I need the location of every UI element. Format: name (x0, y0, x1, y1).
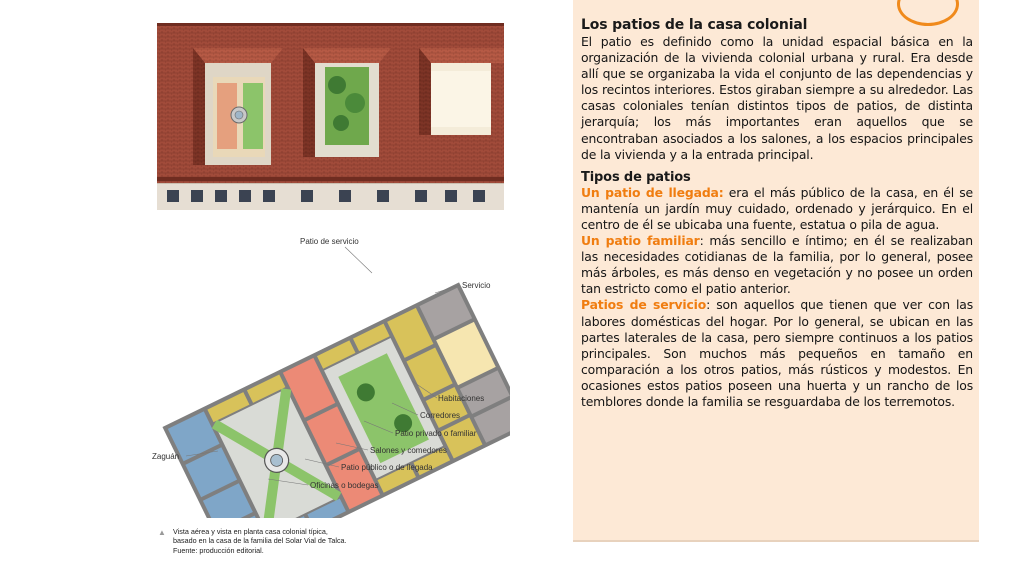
caption-triangle-icon: ▲ (158, 528, 166, 537)
desc-patio-familiar: : más sencillo e íntimo; en él se realizaban las necesidades cotidianas de la familia, por lo general, posee más árboles, es más denso en vegetación y no posee un orden tan estricto como el patio anterior. (581, 233, 974, 297)
figure-caption (158, 527, 398, 555)
label-patio-servicio: Patio de servicio (300, 237, 359, 246)
caption-line-2: basado en la casa de la familia del Solar Vial de Talca. (173, 536, 347, 546)
term-patio-servicio: Patios de servicio (581, 297, 707, 313)
desc-patio-servicio: : son aquellos que tienen que ver con las labores domésticas del hogar. Por lo general, se ubican en las partes laterales de la casa, pero siempre continuos a los patios principales. Son muchos más pequeños en tamaño en comparación a los otros patios, más rústicos y modestos. En ocasiones estos patios poseen una huerta y un rancho de los temblores donde la familia se resguardaba de los terremotos. (581, 297, 973, 409)
label-corredores: Corredores (420, 411, 461, 420)
caption-line-3: Fuente: producción editorial. (173, 545, 264, 555)
label-oficinas: Oficinas o bodegas (310, 481, 379, 490)
article-panel (573, 0, 979, 542)
type-patio-llegada (581, 185, 973, 233)
type-patio-familiar (581, 233, 973, 297)
article-body (581, 16, 973, 410)
types-heading: Tipos de patios (581, 169, 691, 185)
term-patio-familiar: Un patio familiar (581, 233, 700, 249)
label-servicio: Servicio (462, 281, 491, 290)
floor-plan-illustration (150, 233, 510, 518)
article-intro: El patio es definido como la unidad espacial básica en la organización de la vivienda colonial urbana y rural. Era desde allí que se organizaba la vida el conjunto de las dependencias y los recintos interiores. Estos giraban siempre a su alrededor. Las casas coloniales tenían distintos tipos de patios, de distinta jerarquía; los más importantes eran aquellos que se encontraban asociados a los salones, a los espacios principales de la vivienda y a la entrada principal. (581, 34, 973, 162)
caption-line-1: Vista aérea y vista en planta casa colonial típica, (173, 527, 328, 536)
aerial-view-illustration (153, 15, 508, 213)
term-patio-llegada: Un patio de llegada: (581, 184, 724, 200)
label-zaguan: Zaguán (152, 452, 180, 461)
label-habitaciones: Habitaciones (438, 394, 485, 403)
label-patio-privado: Patio privado o familiar (395, 429, 477, 438)
article-title: Los patios de la casa colonial (581, 17, 808, 33)
desc-patio-llegada: era el más público de la casa, en él se mantenía un jardín muy cuidado, ordenado y jerárquico. En el centro de él se ubicaba una fuente, estatua o pila de agua. (581, 184, 974, 232)
label-salones: Salones y comedores (370, 446, 447, 455)
type-patio-servicio (581, 297, 973, 410)
label-patio-publico: Patio público o de llegada (341, 463, 433, 472)
